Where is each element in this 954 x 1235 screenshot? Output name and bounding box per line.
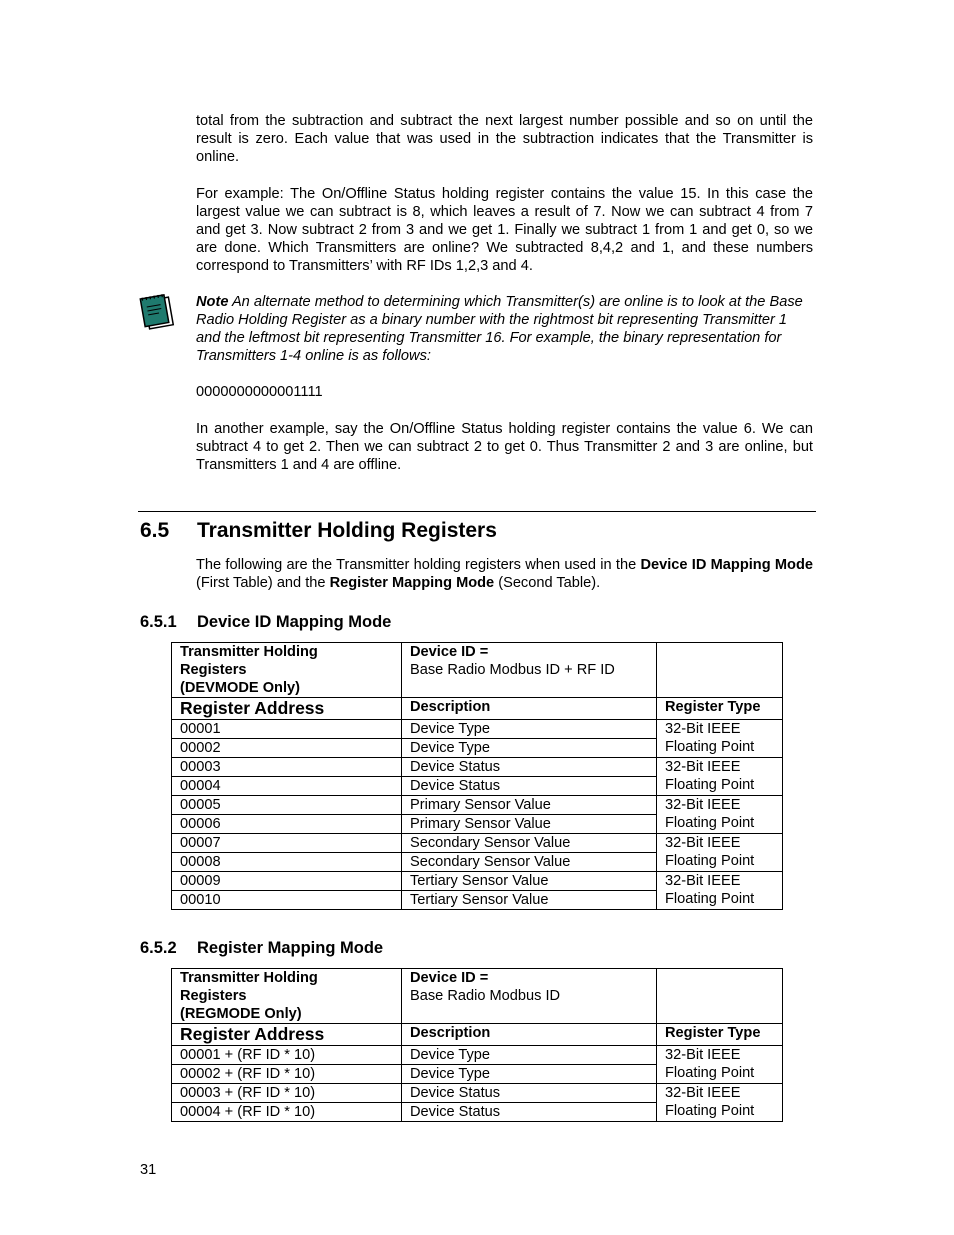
device-id-mapping-table bbox=[171, 642, 783, 910]
page-number: 31 bbox=[140, 1162, 157, 1178]
register-type-cell: 32-Bit IEEE Floating Point bbox=[657, 834, 783, 872]
table-header-device-id: Device ID = Base Radio Modbus ID bbox=[402, 969, 657, 1024]
register-type-cell: 32-Bit IEEE Floating Point bbox=[657, 720, 783, 758]
register-type-cell: 32-Bit IEEE Floating Point bbox=[657, 1046, 783, 1084]
subsection-heading-register-mapping: 6.5.2 Register Mapping Mode bbox=[140, 939, 384, 957]
column-header-type: Register Type bbox=[657, 698, 783, 720]
table-header-empty bbox=[657, 643, 783, 698]
register-type-cell: 32-Bit IEEE Floating Point bbox=[657, 758, 783, 796]
table-row: 00002 Device Type bbox=[172, 739, 783, 758]
table-row: 00009 Tertiary Sensor Value 32-Bit IEEE Floating Point bbox=[172, 872, 783, 891]
notepad-icon bbox=[139, 293, 179, 333]
table-row: 00010 Tertiary Sensor Value bbox=[172, 891, 783, 910]
table-header-registers: Transmitter Holding Registers (REGMODE Only) bbox=[172, 969, 402, 1024]
column-header-address: Register Address bbox=[172, 1024, 402, 1046]
note-text: Note An alternate method to determining which Transmitter(s) are online is to look at the Base Radio Holding Register as a binary number with the rightmost bit representing Transmitter 1 and the leftmost bit representing Transmitter 16. For example, the binary representation for Transmitters 1-4 online is as follows: bbox=[196, 294, 803, 364]
subsection-heading-device-id: 6.5.1 Device ID Mapping Mode bbox=[140, 613, 392, 631]
register-type-cell: 32-Bit IEEE Floating Point bbox=[657, 1084, 783, 1122]
table-row: 00003 Device Status 32-Bit IEEE Floating Point bbox=[172, 758, 783, 777]
column-header-description: Description bbox=[402, 698, 657, 720]
section-divider bbox=[138, 511, 816, 512]
table-row: 00004 Device Status bbox=[172, 777, 783, 796]
table-row: 00004 + (RF ID * 10) Device Status bbox=[172, 1103, 783, 1122]
register-type-cell: 32-Bit IEEE Floating Point bbox=[657, 796, 783, 834]
column-header-address: Register Address bbox=[172, 698, 402, 720]
table-row: 00001 + (RF ID * 10) Device Type 32-Bit IEEE Floating Point bbox=[172, 1046, 783, 1065]
table-row: 00006 Primary Sensor Value bbox=[172, 815, 783, 834]
column-header-type: Register Type bbox=[657, 1024, 783, 1046]
paragraph-example-2: In another example, say the On/Offline Status holding register contains the value 6. We can subtract 4 to get 2. Then we can subtract 2 to get 0. Thus Transmitter 2 and 3 are online, but Transmitters 1 and 4 are offline. bbox=[196, 421, 813, 473]
table-row: 00002 + (RF ID * 10) Device Type bbox=[172, 1065, 783, 1084]
table-row: 00007 Secondary Sensor Value 32-Bit IEEE Floating Point bbox=[172, 834, 783, 853]
paragraph-example: For example: The On/Offline Status holding register contains the value 15. In this case the largest value we can subtract is 8, which leaves a result of 7. Now we can subtract 4 from 7 and get 3. Now subtract 2 from 3 and we get 1. Finally we subtract 1 from 1 and get 0, so we are done. Which Transmitters are online? We subtracted 8,4,2 and 1, and these numbers correspond to Transmitters’ with RF IDs 1,2,3 and 4. bbox=[196, 186, 813, 274]
section-heading: 6.5 Transmitter Holding Registers bbox=[140, 519, 497, 542]
register-type-cell: 32-Bit IEEE Floating Point bbox=[657, 872, 783, 910]
binary-example: 0000000000001111 bbox=[196, 384, 323, 400]
table-row: 00001 Device Type 32-Bit IEEE Floating Point bbox=[172, 720, 783, 739]
table-header-empty bbox=[657, 969, 783, 1024]
table-row: 00003 + (RF ID * 10) Device Status 32-Bit IEEE Floating Point bbox=[172, 1084, 783, 1103]
table-header-device-id: Device ID = Base Radio Modbus ID + RF ID bbox=[402, 643, 657, 698]
table-row: 00008 Secondary Sensor Value bbox=[172, 853, 783, 872]
table-header-registers: Transmitter Holding Registers (DEVMODE Only) bbox=[172, 643, 402, 698]
note-label: Note bbox=[196, 294, 229, 310]
paragraph-intro-continued: total from the subtraction and subtract the next largest number possible and so on until the result is zero. Each value that was used in the subtraction indicates that the Transmitter is online. bbox=[196, 113, 813, 165]
register-mapping-table bbox=[171, 968, 783, 1122]
section-intro: The following are the Transmitter holding registers when used in the Device ID Mapping Mode (First Table) and the Register Mapping Mode (Second Table). bbox=[196, 557, 813, 591]
column-header-description: Description bbox=[402, 1024, 657, 1046]
table-row: 00005 Primary Sensor Value 32-Bit IEEE Floating Point bbox=[172, 796, 783, 815]
